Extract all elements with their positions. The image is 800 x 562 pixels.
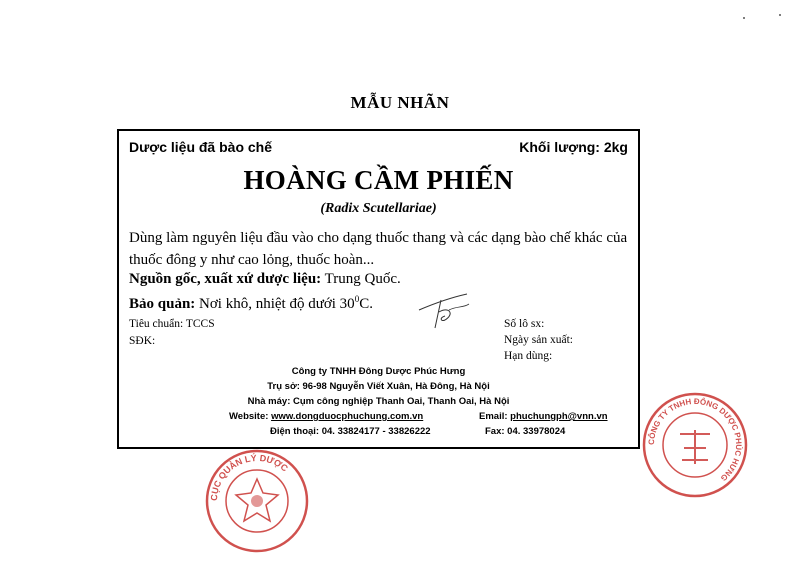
page-title: MẪU NHÃN: [350, 93, 450, 112]
storage-value: Nơi khô, nhiệt độ dưới 30: [195, 296, 355, 312]
scan-speck: [743, 17, 745, 19]
usage-text: Dùng làm nguyên liệu đầu vào cho dạng thuốc thang và các dạng bào chế khác của thuốc đông y như cao lỏng, thuốc hoàn...: [129, 230, 628, 268]
right-seal-text: CÔNG TY TNHH ĐÔNG DƯỢC PHÚC HƯNG: [646, 396, 744, 483]
product-label: [117, 129, 640, 449]
expiry-field: Hạn dùng:: [504, 350, 553, 362]
degree-sup: 0: [354, 294, 360, 304]
batch-field: Số lô sx:: [504, 318, 545, 330]
registration-field: SĐK:: [129, 335, 156, 347]
net-weight: Khối lượng: 2kg: [519, 139, 628, 155]
signature-mark: [415, 290, 475, 330]
storage-unit: C.: [359, 296, 373, 312]
company-hq: Trụ sở: 96-98 Nguyễn Viết Xuân, Hà Đông, Hà Nội: [267, 381, 490, 392]
scan-speck: [779, 14, 781, 16]
phone-line: Điện thoại: 04. 33824177 - 33826222: [270, 426, 431, 437]
product-name: HOÀNG CẦM PHIẾN: [243, 165, 514, 195]
company-name: Công ty TNHH Đông Dược Phúc Hưng: [291, 366, 466, 377]
origin-label: Nguồn gốc, xuất xứ dược liệu:: [129, 271, 322, 287]
standard-field: Tiêu chuẩn: TCCS: [129, 318, 215, 330]
company-factory: Nhà máy: Cụm công nghiệp Thanh Oai, Thanh Oai, Hà Nội: [247, 396, 510, 407]
origin-value: Trung Quốc.: [321, 271, 401, 287]
product-category: Dược liệu đã bào chế: [129, 139, 273, 155]
website-label: Website:: [229, 411, 272, 422]
left-seal-text: CỤC QUẢN LÝ DƯỢC: [208, 452, 290, 502]
right-seal-stamp: [640, 390, 750, 500]
website-link[interactable]: www.dongduocphuchung.com.vn: [271, 411, 424, 422]
storage-line: [129, 294, 373, 313]
latin-name: (Radix Scutellariae): [320, 201, 437, 216]
email-label: Email:: [479, 411, 511, 422]
fax-line: Fax: 04. 33978024: [485, 426, 566, 437]
email-line: [479, 411, 608, 422]
left-seal-stamp: [203, 447, 311, 555]
origin-line: [129, 271, 401, 288]
storage-label: Bảo quản:: [129, 296, 196, 312]
email-link[interactable]: phuchungph@vnn.vn: [510, 411, 608, 422]
mfg-date-field: Ngày sản xuất:: [504, 334, 573, 346]
website-line: [229, 411, 423, 422]
